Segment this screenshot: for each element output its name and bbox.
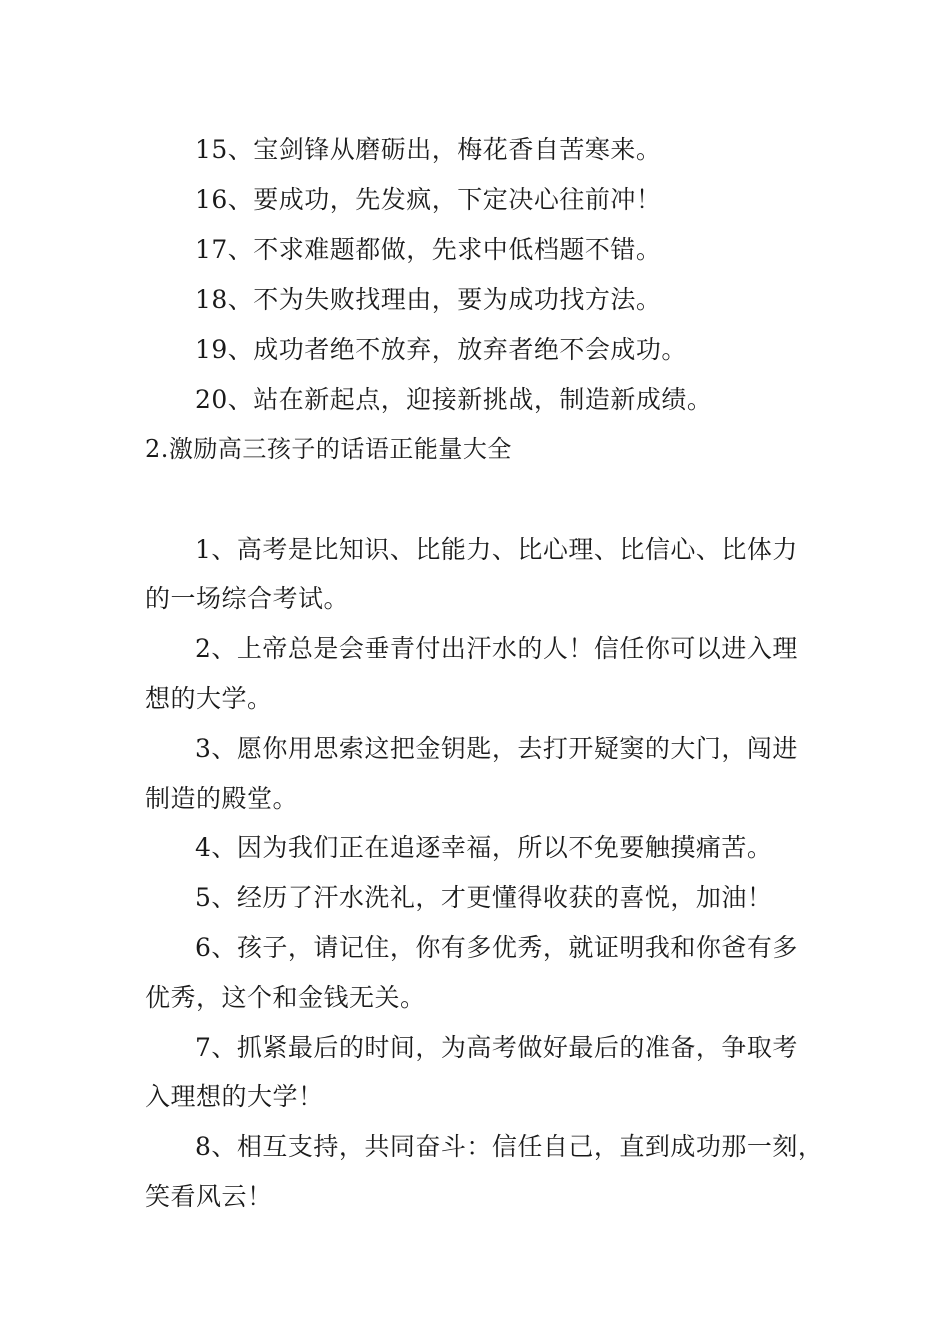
list-item: 7、抓紧最后的时间，为高考做好最后的准备，争取考: [195, 1033, 798, 1062]
list-item-continuation: 优秀，这个和金钱无关。: [145, 983, 426, 1012]
list-item: 19、成功者绝不放弃，放弃者绝不会成功。: [195, 335, 687, 364]
list-item: 1、高考是比知识、比能力、比心理、比信心、比体力: [195, 535, 798, 564]
list-item-continuation: 的一场综合考试。: [145, 584, 350, 613]
list-item: 6、孩子，请记住，你有多优秀，就证明我和你爸有多: [195, 933, 798, 962]
list-item: 4、因为我们正在追逐幸福，所以不免要触摸痛苦。: [195, 833, 773, 862]
list-item-continuation: 制造的殿堂。: [145, 784, 299, 813]
list-item: 2、上帝总是会垂青付出汗水的人！信任你可以进入理: [195, 634, 798, 663]
list-item: 20、站在新起点，迎接新挑战，制造新成绩。: [195, 385, 713, 414]
list-item: 8、相互支持，共同奋斗：信任自己，直到成功那一刻，: [195, 1132, 824, 1161]
list-item: 15、宝剑锋从磨砺出，梅花香自苦寒来。: [195, 135, 662, 164]
list-item: 16、要成功，先发疯，下定决心往前冲！: [195, 185, 662, 214]
list-item: 5、经历了汗水洗礼，才更懂得收获的喜悦，加油！: [195, 883, 773, 912]
list-item: 17、不求难题都做，先求中低档题不错。: [195, 235, 662, 264]
list-item: 18、不为失败找理由，要为成功找方法。: [195, 285, 662, 314]
list-item: 3、愿你用思索这把金钥匙，去打开疑窦的大门，闯进: [195, 734, 798, 763]
section-heading: 2.激励高三孩子的话语正能量大全: [145, 435, 512, 463]
list-item-continuation: 入理想的大学！: [145, 1082, 324, 1111]
list-item-continuation: 想的大学。: [145, 684, 273, 713]
list-item-continuation: 笑看风云！: [145, 1182, 273, 1211]
